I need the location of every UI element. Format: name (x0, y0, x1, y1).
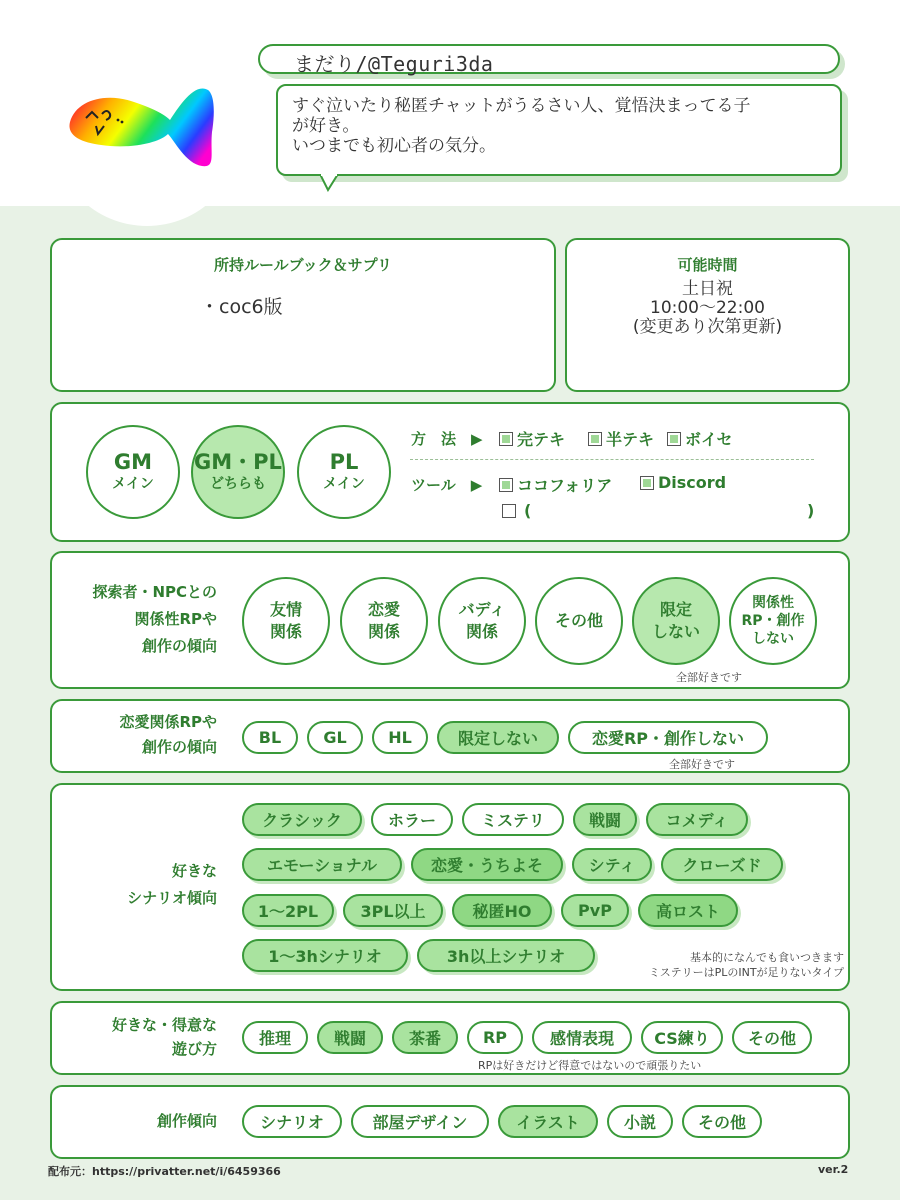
npc-option-label: 恋愛 関係 (367, 600, 400, 641)
scenario-3h-plus[interactable]: 3h以上シナリオ (417, 939, 595, 972)
playstyle-cs[interactable]: CS練り (641, 1021, 723, 1054)
scenario-3pl-plus[interactable]: 3PL以上 (343, 894, 443, 927)
npc-option-label: 関係性 RP・創作 しない (741, 595, 805, 647)
npc-rp-label: 探索者・NPCとの 関係性RPや 創作の傾向 (92, 583, 217, 655)
npc-option-friendship[interactable] (242, 577, 330, 665)
playstyle-rp[interactable]: RP (467, 1021, 523, 1054)
role-gm-sub: メイン (112, 476, 154, 492)
profile-name: まだり/@Teguri3da (258, 44, 840, 74)
role-gm-pl-both[interactable] (191, 425, 285, 519)
creation-room-design[interactable]: 部屋デザイン (351, 1105, 489, 1138)
rulebooks-item: ・coc6版 (200, 296, 283, 318)
availability-note: (変更あり次第更新) (632, 317, 783, 337)
scenario-1-2pl[interactable]: 1〜2PL (242, 894, 334, 927)
availability-hours: 10:00〜22:00 (650, 298, 765, 318)
method-option-label: 完テキ (517, 430, 566, 449)
tool-option-discord[interactable] (640, 473, 726, 492)
method-option-hanteki[interactable] (588, 427, 654, 450)
profile-bio-bubble (276, 84, 842, 176)
scenario-city[interactable]: シティ (572, 848, 652, 881)
profile-bio: すぐ泣いたり秘匿チャットがうるさい人、覚悟決まってる子 が好き。 いつまでも初心者の気分。 (292, 96, 751, 156)
scenario-mystery[interactable]: ミステリ (462, 803, 564, 836)
role-both-sub: どちらも (210, 476, 266, 492)
scenario-note-line-1: 基本的になんでも食いつきます (690, 951, 844, 964)
scenario-classic[interactable]: クラシック (242, 803, 362, 836)
checkbox-icon (499, 432, 513, 446)
tool-option-other[interactable] (502, 501, 531, 520)
availability-card (565, 238, 850, 392)
npc-option-buddy[interactable] (438, 577, 526, 665)
scenario-secret-ho[interactable]: 秘匿HO (452, 894, 552, 927)
divider (410, 459, 814, 460)
scenario-comedy[interactable]: コメディ (646, 803, 748, 836)
npc-option-romance[interactable] (340, 577, 428, 665)
romance-option-no-limit[interactable]: 限定しない (437, 721, 559, 754)
role-gm-main[interactable] (86, 425, 180, 519)
scenario-romance-uchiyoso[interactable]: 恋愛・うちよそ (411, 848, 563, 881)
footer-version: ver.2 (818, 1163, 849, 1176)
scenario-note (604, 950, 844, 980)
creation-other[interactable]: その他 (682, 1105, 762, 1138)
checkbox-icon (499, 478, 513, 492)
method-option-label: 半テキ (606, 430, 655, 449)
playstyle-label: 好きな・得意な 遊び方 (111, 1016, 217, 1058)
romance-option-gl[interactable]: GL (307, 721, 363, 754)
tool-option-label: ココフォリア (517, 476, 613, 495)
scenario-1-3h[interactable]: 1〜3hシナリオ (242, 939, 408, 972)
npc-option-other[interactable] (535, 577, 623, 665)
method-label: 方 法 ▶ (411, 430, 483, 448)
creation-novel[interactable]: 小説 (607, 1105, 673, 1138)
rainbow-fish-avatar (66, 80, 218, 170)
availability-days: 土日祝 (682, 279, 733, 299)
scenario-combat[interactable]: 戦闘 (573, 803, 637, 836)
scenario-emotional[interactable]: エモーショナル (242, 848, 402, 881)
scenario-horror[interactable]: ホラー (371, 803, 453, 836)
role-both-label: GM・PL (194, 450, 282, 474)
playstyle-other[interactable]: その他 (732, 1021, 812, 1054)
npc-option-label: バディ 関係 (458, 600, 506, 641)
npc-option-label: その他 (554, 611, 603, 630)
bubble-tail (320, 174, 346, 192)
tool-option-label: Discord (658, 473, 727, 492)
scenario-high-lost[interactable]: 高ロスト (638, 894, 738, 927)
scenario-pvp[interactable]: PvP (561, 894, 629, 927)
creation-illust[interactable]: イラスト (498, 1105, 598, 1138)
playstyle-note: RPは好きだけど得意ではないので頑張りたい (478, 1059, 702, 1072)
creation-scenario[interactable]: シナリオ (242, 1105, 342, 1138)
tool-option-cocofolia[interactable] (499, 473, 612, 496)
footer-source: 配布元：https://privatter.net/i/6459366 (48, 1165, 281, 1178)
checkbox-icon (502, 504, 516, 518)
method-option-kanteki[interactable] (499, 427, 565, 450)
romance-option-bl[interactable]: BL (242, 721, 298, 754)
npc-rp-note: 全部好きです (676, 671, 742, 684)
tool-other-open: ( (524, 501, 532, 520)
method-option-voice[interactable] (667, 427, 733, 450)
availability-text (567, 280, 848, 337)
availability-title: 可能時間 (677, 256, 738, 274)
role-gm-label: GM (113, 450, 153, 474)
romance-rp-label: 恋愛関係RPや 創作の傾向 (119, 713, 217, 756)
scenario-note-line-2: ミステリーはPLのINTが足りないタイプ (648, 966, 844, 979)
npc-option-none[interactable] (729, 577, 817, 665)
checkbox-icon (667, 432, 681, 446)
role-pl-sub: メイン (323, 476, 365, 492)
npc-option-no-limit[interactable] (632, 577, 720, 665)
rulebooks-card (50, 238, 556, 392)
method-option-label: ボイセ (685, 430, 733, 449)
checkbox-icon (640, 476, 654, 490)
playstyle-combat[interactable]: 戦闘 (317, 1021, 383, 1054)
role-pl-label: PL (329, 450, 359, 474)
tool-other-close: ) (807, 501, 815, 520)
romance-option-none[interactable]: 恋愛RP・創作しない (568, 721, 768, 754)
scenario-label: 好きな シナリオ傾向 (127, 862, 217, 907)
checkbox-icon (588, 432, 602, 446)
scenario-closed[interactable]: クローズド (661, 848, 783, 881)
npc-option-label: 友情 関係 (269, 600, 302, 641)
romance-option-hl[interactable]: HL (372, 721, 428, 754)
tool-label: ツール ▶ (411, 476, 483, 494)
creation-label: 創作傾向 (156, 1112, 217, 1130)
playstyle-deduction[interactable]: 推理 (242, 1021, 308, 1054)
rulebooks-title: 所持ルールブック＆サプリ (213, 256, 393, 274)
playstyle-chaban[interactable]: 茶番 (392, 1021, 458, 1054)
npc-option-label: 限定 しない (651, 600, 700, 641)
role-pl-main[interactable] (297, 425, 391, 519)
playstyle-emotion[interactable]: 感情表現 (532, 1021, 632, 1054)
romance-rp-note: 全部好きです (669, 758, 735, 771)
